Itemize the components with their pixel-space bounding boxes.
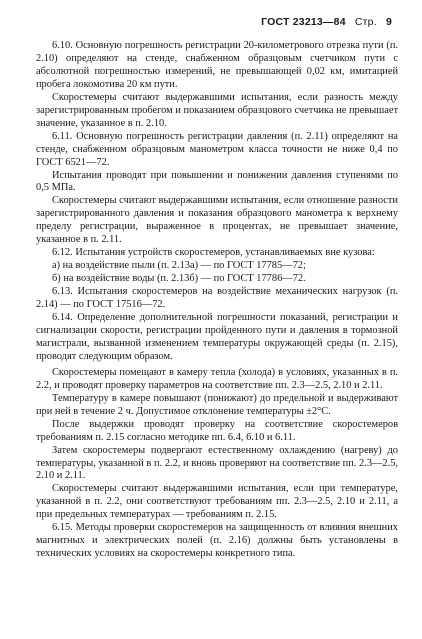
paragraph-6-12: 6.12. Испытания устройств скоростемеров, устанавливаемых вне кузова: bbox=[52, 247, 375, 259]
paragraph: После выдержки проводят проверку на соответствие скоростемеров требованиям п. 2.15 согласно методике пп. 6.4, 6.10 и 6.11. bbox=[36, 418, 398, 443]
paragraph: Скоростемеры считают выдержавшими испытания, если при температуре, указанной в п. 2.2, они соответствуют требованиям пп. 2.3—2.5, 2.10 и 2.11, а при предельных температурах — требованиям п. 2.15. bbox=[36, 483, 398, 521]
paragraph: Скоростемеры помещают в камеру тепла (холода) в условиях, указанных в п. 2.2, и проводят проверку параметров на соответствие пп. 2.3—2.5, 2.10 и 2.11. bbox=[36, 366, 398, 391]
list-item-a: а) на воздействие пыли (п. 2.13а) — по ГОСТ 17785—72; bbox=[52, 260, 306, 272]
document-body bbox=[36, 40, 398, 561]
list-item-b: б) на воздействие воды (п. 2.13б) — по ГОСТ 17786—72. bbox=[52, 273, 306, 285]
paragraph: Испытания проводят при повышении и понижении давления ступенями по 0,5 МПа. bbox=[36, 169, 398, 194]
paragraph-6-13: 6.13. Испытания скоростемеров на воздействие механических нагрузок (п. 2.14) — по ГОСТ 17516—72. bbox=[36, 286, 398, 311]
page-label: Стр. bbox=[354, 16, 377, 28]
paragraph: Температуру в камере повышают (понижают) до предельной и выдерживают при ней в течение 2 ч. Допустимое отклонение температуры ±2°С. bbox=[36, 392, 398, 417]
paragraph-6-10: 6.10. Основную погрешность регистрации 20-километрового отрезка пути (п. 2.10) определяют на стенде, снабженном образцовым счетчиком пути с абсолютной погрешностью измерений, не превышающей 0,02 км, имитацией пробега локомотива 20 км пути. bbox=[36, 40, 398, 90]
paragraph-6-11: 6.11. Основную погрешность регистрации давления (п. 2.11) определяют на стенде, снабженном образцовым манометром класса точности не ниже 0,4 по ГОСТ 6521—72. bbox=[36, 130, 398, 168]
paragraph: Затем скоростемеры подвергают естественному охлаждению (нагреву) до температуры, указанной в п. 2.2, и вновь проверяют на соответствие пп. 2.3—2.5, 2.10 и 2.11. bbox=[36, 444, 398, 482]
paragraph-6-15: 6.15. Методы проверки скоростемеров на защищенность от влияния внешних магнитных и электрических полей (п. 2.16) должны быть установлены в технических условиях на скоростемеры конкретного типа. bbox=[36, 522, 398, 560]
document-code: ГОСТ 23213—84 bbox=[261, 16, 346, 28]
page-header bbox=[0, 16, 392, 28]
paragraph: Скоростемеры считают выдержавшими испытания, если разность между зарегистрированным пробегом и показанием образцового счетчика не превышает значение, указанное в п. 2.10. bbox=[36, 91, 398, 129]
paragraph: Скоростемеры считают выдержавшими испытания, если отношение разности зарегистрированного давления и показания образцового манометра к верхнему пределу регистрации, выраженное в процентах, не превышает значение, указанное в п. 2.11. bbox=[36, 195, 398, 246]
page-number: 9 bbox=[385, 16, 392, 28]
paragraph-6-14: 6.14. Определение дополнительной погрешности показаний, регистрации и сигнализации скорости, регистрации пройденного пути и давления в тормозной магистрали, вызванной изменением температуры окружающей среды (п. 2.15), проводят следующим образом. bbox=[36, 312, 398, 362]
